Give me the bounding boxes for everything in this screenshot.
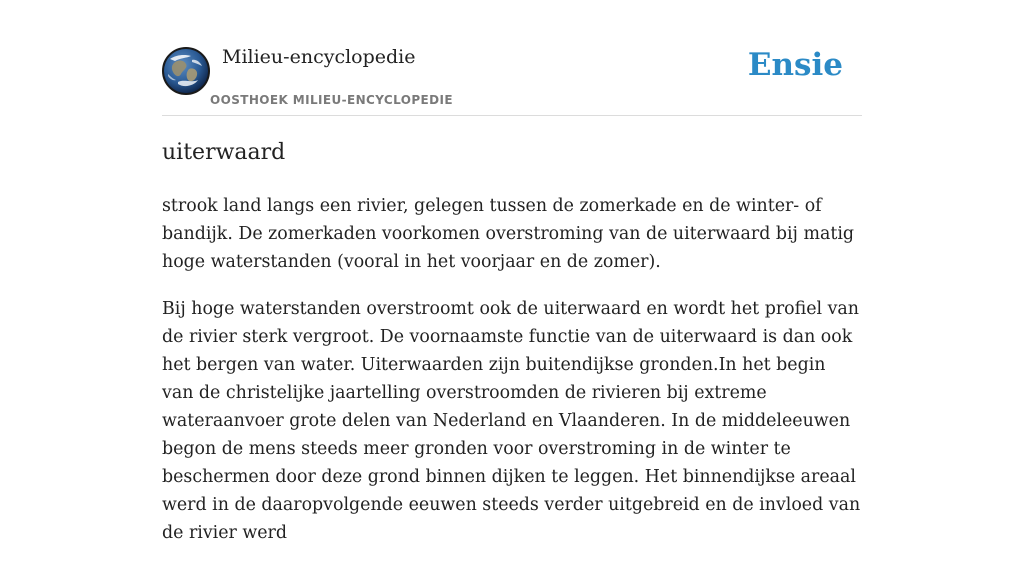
page <box>162 0 862 543</box>
earth-globe-icon[interactable] <box>162 47 210 95</box>
site-title[interactable]: Milieu-encyclopedie <box>222 46 416 68</box>
article-paragraph: Bij hoge waterstanden overstroomt ook de uiterwaard en wordt het profiel van de rivier sterk vergroot. De voornaamste functie van de uiterwaard is dan ook het bergen van water. Uiterwaarden zijn buitendijkse gronden.In het begin van de christelijke jaartelling overstroomden de rivieren bij extreme wateraanvoer grote delen van Nederland en Vlaanderen. In de middeleeuwen begon de mens steeds meer gronden voor overstroming in de winter te beschermen door deze grond binnen dijken te leggen. Het binnendijkse areaal werd in de daaropvolgende eeuwen steeds verder uitgebreid en de invloed van de rivier werd <box>162 299 861 543</box>
site-subtitle[interactable]: OOSTHOEK MILIEU-ENCYCLOPEDIE <box>210 93 453 107</box>
site-header <box>162 0 862 116</box>
article-paragraph: strook land langs een rivier, gelegen tussen de zomerkade en de winter- of bandijk. De zomerkaden voorkomen overstroming van de uiterwaard bij matig hoge waterstanden (vooral in het voorjaar en de zomer). <box>162 196 855 272</box>
brand-logo-link[interactable]: Ensie <box>747 47 843 83</box>
article-title: uiterwaard <box>162 140 286 165</box>
article-body <box>162 192 862 566</box>
